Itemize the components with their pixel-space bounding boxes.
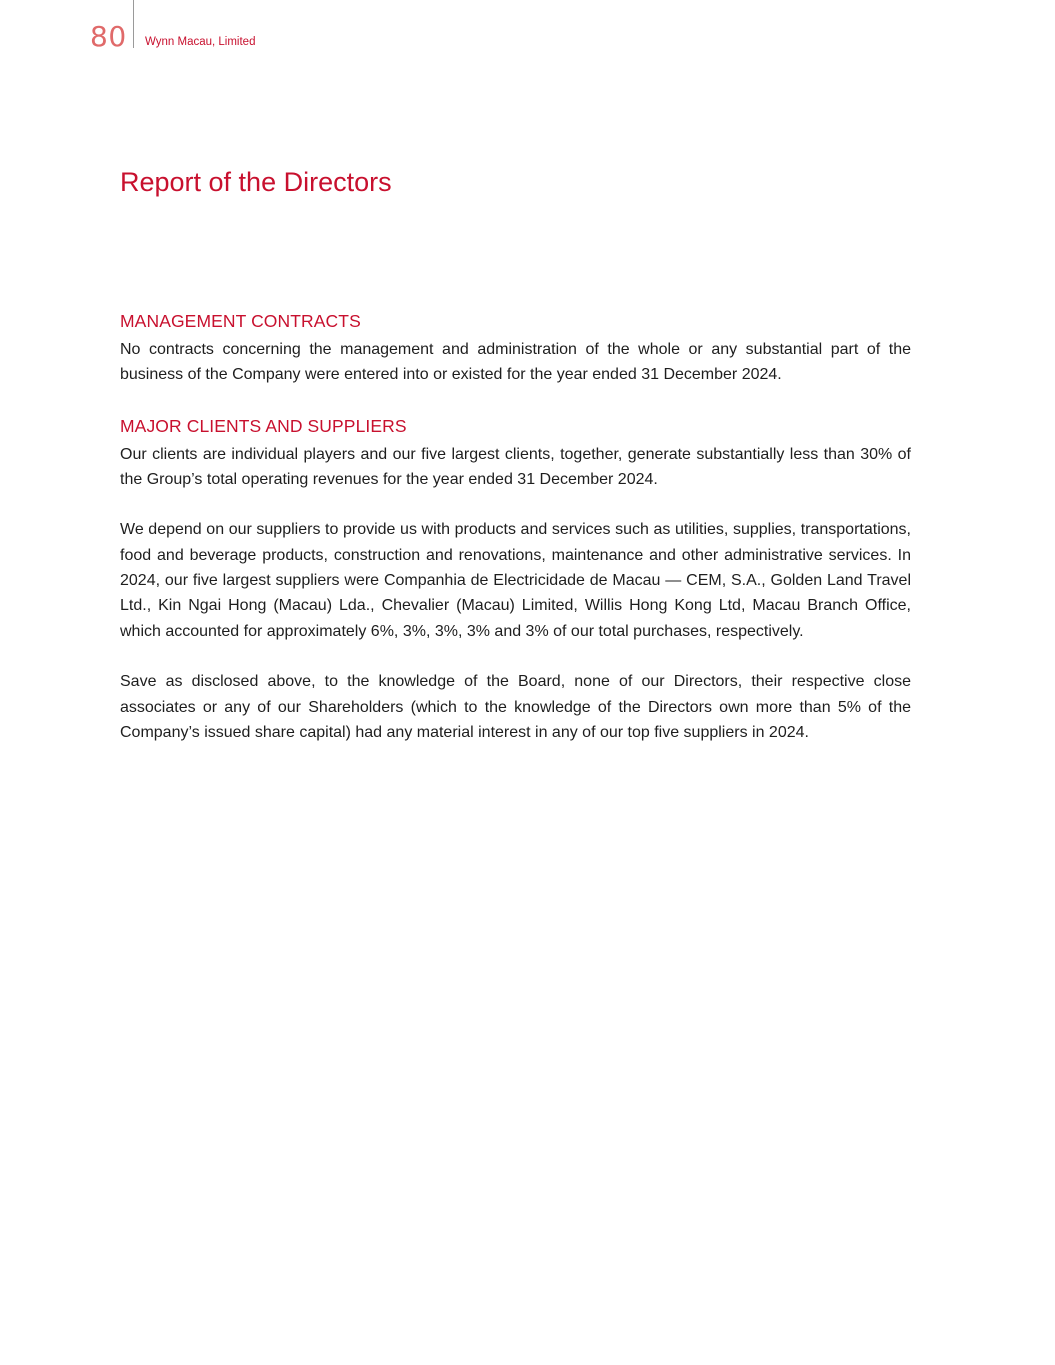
page-header xyxy=(0,0,1055,60)
report-body xyxy=(120,309,911,745)
page-title: Report of the Directors xyxy=(120,167,392,197)
paragraph: No contracts concerning the management and administration of the whole or any substantial part of the business of the Company were entered into or existed for the year ended 31 December 2024. xyxy=(120,341,911,384)
section-heading: MANAGEMENT CONTRACTS xyxy=(120,311,361,331)
paragraph: Save as disclosed above, to the knowledge of the Board, none of our Directors, their respective close associates or any of our Shareholders (which to the knowledge of the Directors own more than 5% of the Company’s issued share capital) had any material interest in any of our top five suppliers in 2024. xyxy=(120,673,911,741)
section-major-clients-and-suppliers xyxy=(120,414,911,746)
header-divider xyxy=(133,0,134,48)
section-heading: MAJOR CLIENTS AND SUPPLIERS xyxy=(120,415,407,436)
page-number: 80 xyxy=(90,20,127,53)
paragraph: Our clients are individual players and our five largest clients, together, generate substantially less than 30% of the Group’s total operating revenues for the year ended 31 December 2024. xyxy=(120,445,911,488)
company-name: Wynn Macau, Limited xyxy=(145,36,256,48)
paragraph: We depend on our suppliers to provide us with products and services such as utilities, supplies, transportations, food and beverage products, construction and renovations, maintenance and other administrative services. In 2024, our five largest suppliers were Companhia de Electricidade de Macau — CEM, S.A., Golden Land Travel Ltd., Kin Ngai Hong (Macau) Lda., Chevalier (Macau) Limited, Willis Hong Kong Ltd, Macau Branch Office, which accounted for approximately 6%, 3%, 3%, 3% and 3% of our total purchases, respectively. xyxy=(120,521,911,640)
section-management-contracts xyxy=(120,309,911,388)
